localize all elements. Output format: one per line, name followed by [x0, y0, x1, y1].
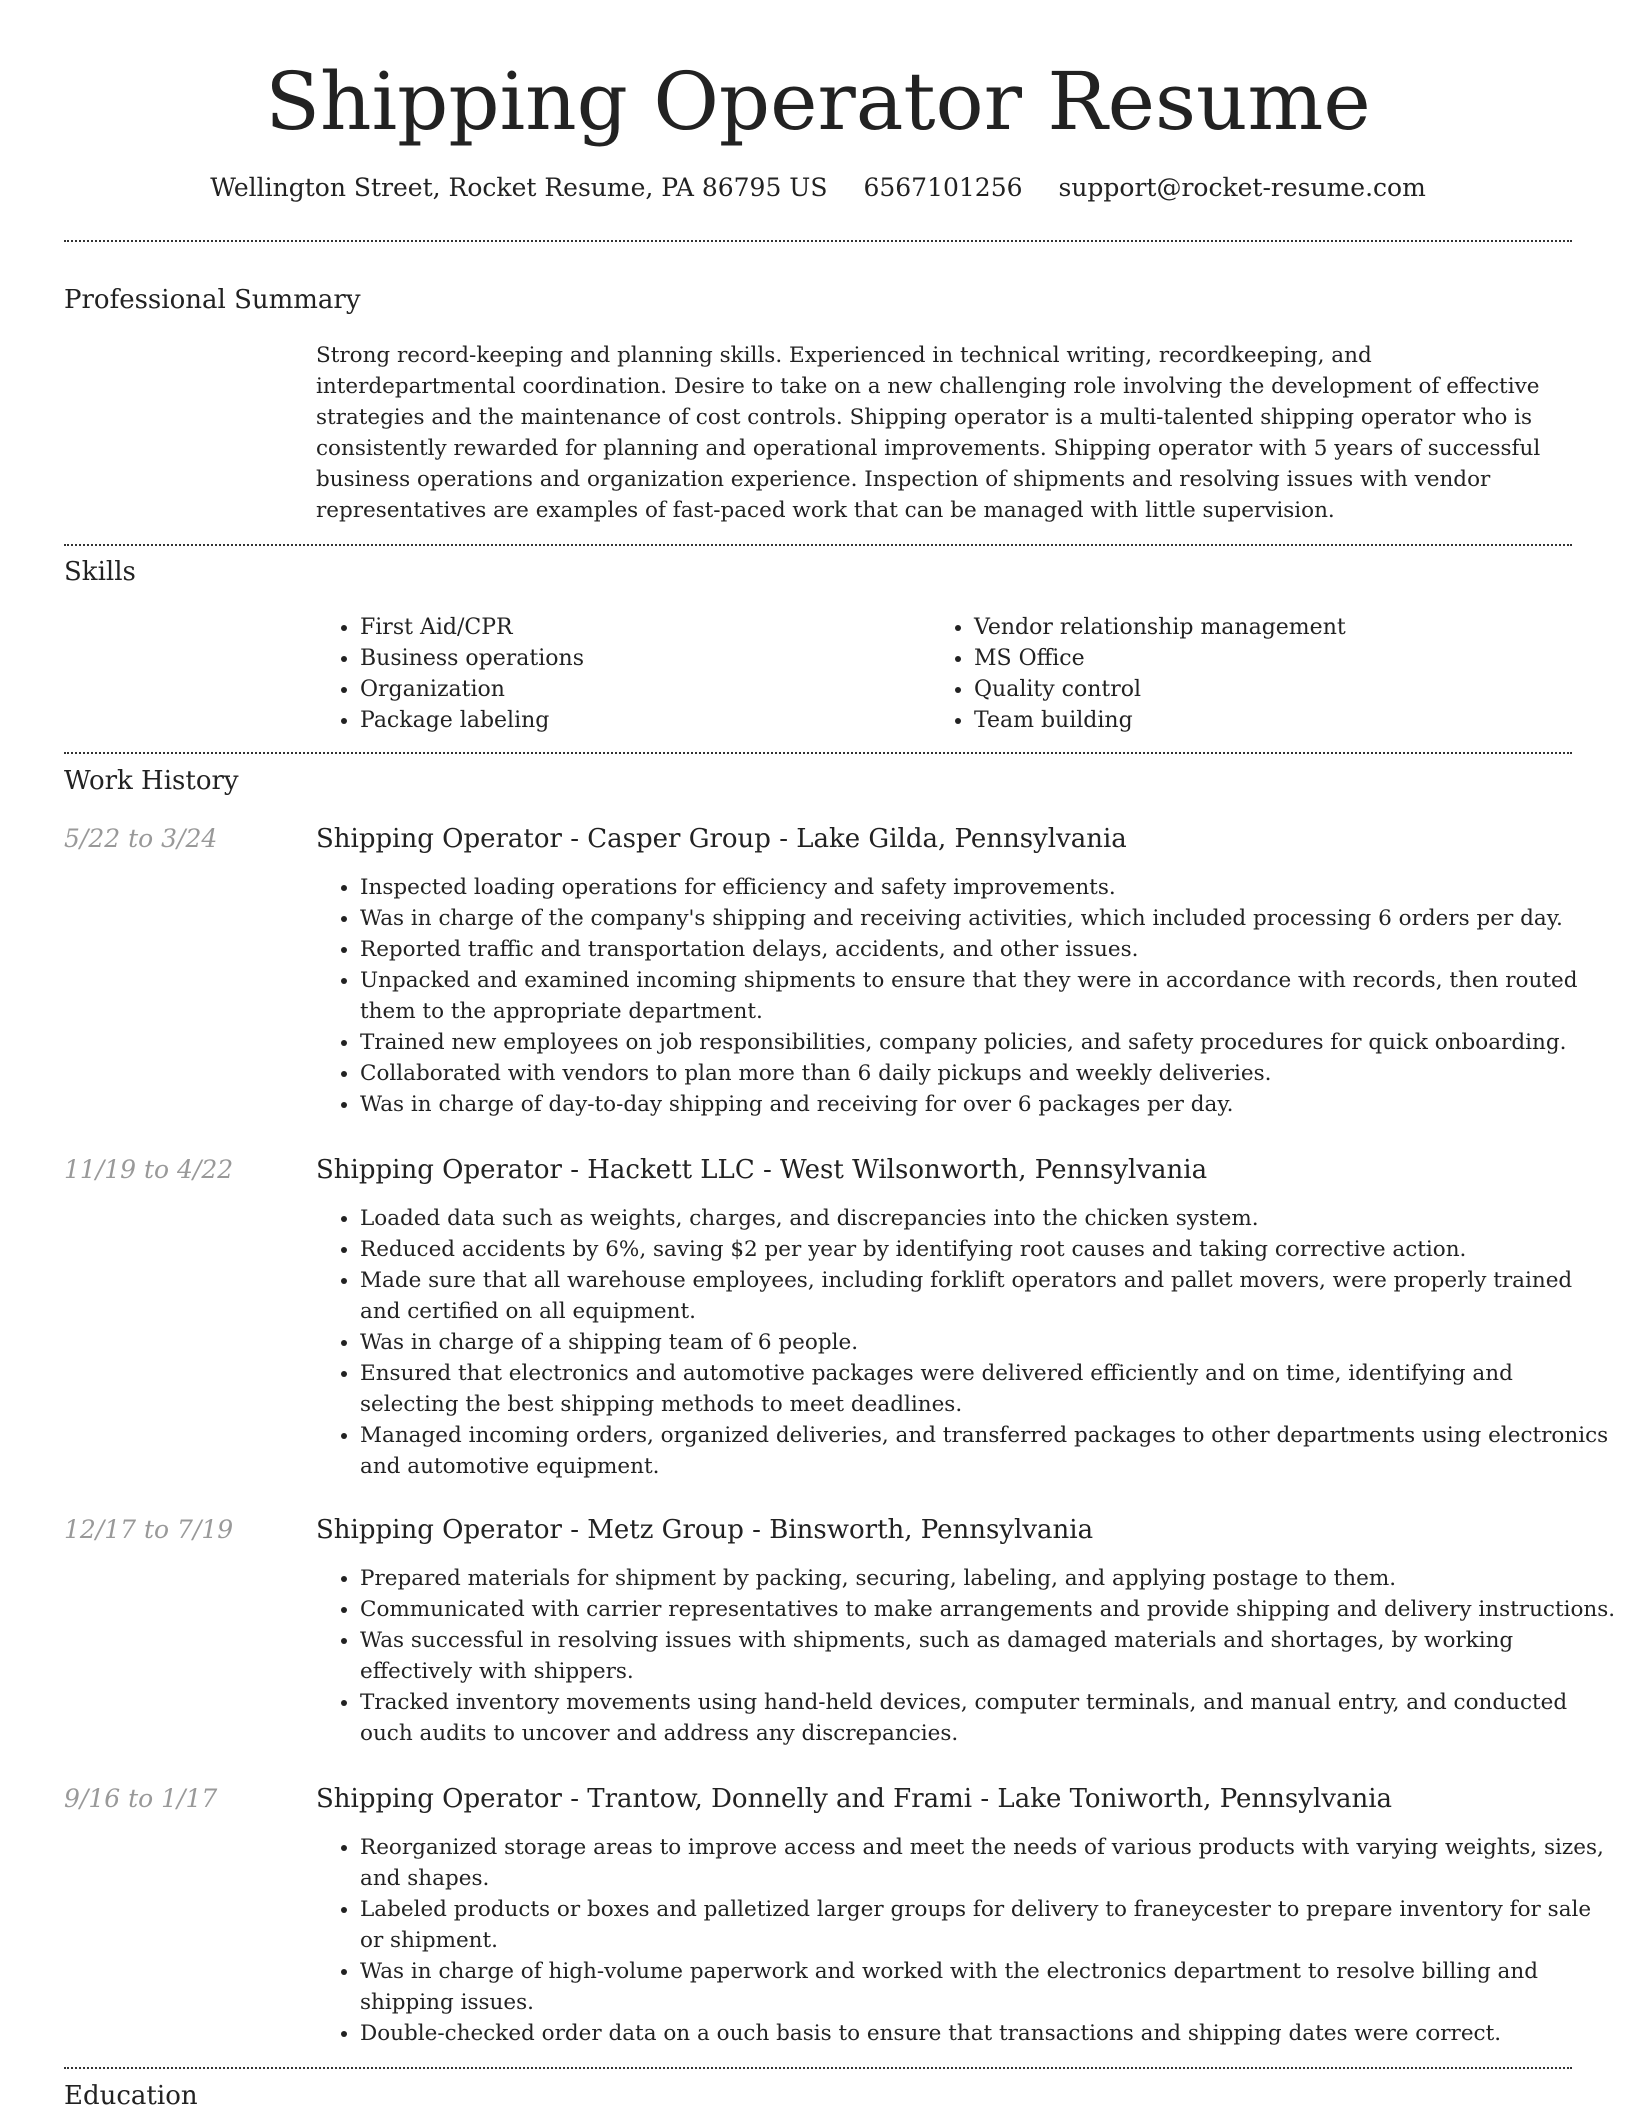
job-bullet: • Prepared materials for shipment by packing, securing, labeling, and applying postage to them. — [360, 1563, 1616, 1594]
job-dates: 9/16 to 1/17 — [64, 1784, 218, 1813]
job-bullet: • Made sure that all warehouse employees, including forklift operators and pallet movers, were properly trained and certified on all equipment. — [360, 1265, 1616, 1327]
job-dates: 5/22 to 3/24 — [64, 824, 218, 853]
job-bullet: • Was in charge of the company's shipping and receiving activities, which included processing 6 orders per day. — [360, 903, 1616, 934]
resume-title: Shipping Operator Resume — [265, 55, 1371, 148]
job-bullet: • Labeled products or boxes and palletized larger groups for delivery to franeycester to prepare inventory for sale or shipment. — [360, 1894, 1616, 1956]
job-bullet: • Was in charge of day-to-day shipping and receiving for over 6 packages per day. — [360, 1089, 1616, 1120]
divider — [64, 2067, 1572, 2069]
job-bullet: • Unpacked and examined incoming shipments to ensure that they were in accordance with records, then routed them to the appropriate department. — [360, 965, 1616, 1027]
job-bullet: • Reorganized storage areas to improve access and meet the needs of various products with varying weights, sizes, and shapes. — [360, 1832, 1616, 1894]
job-bullet: • Inspected loading operations for efficiency and safety improvements. — [360, 872, 1616, 903]
skill-item: • Vendor relationship management — [974, 612, 1574, 643]
section-heading-skills: Skills — [64, 557, 136, 587]
job-title: Shipping Operator - Hackett LLC - West Wilsonworth, Pennsylvania — [316, 1155, 1208, 1185]
skill-item: • First Aid/CPR — [360, 612, 920, 643]
job-bullet: • Ensured that electronics and automotive packages were delivered efficiently and on time, identifying and selecting the best shipping methods to meet deadlines. — [360, 1358, 1616, 1420]
contact-phone: 6567101256 — [863, 173, 1023, 202]
contact-line — [64, 170, 1572, 206]
section-heading-work-history: Work History — [64, 766, 239, 796]
job-bullet: • Reduced accidents by 6%, saving $2 per year by identifying root causes and taking corrective action. — [360, 1234, 1616, 1265]
job-bullets — [316, 1832, 1616, 2049]
job-bullet: • Collaborated with vendors to plan more than 6 daily pickups and weekly deliveries. — [360, 1058, 1616, 1089]
contact-email: support@rocket-resume.com — [1058, 173, 1426, 202]
skill-item: • Business operations — [360, 643, 920, 674]
contact-address: Wellington Street, Rocket Resume, PA 86795 US — [210, 173, 828, 202]
skill-item: • Team building — [974, 705, 1574, 736]
divider — [64, 240, 1572, 242]
skill-item: • Package labeling — [360, 705, 920, 736]
section-heading-education: Education — [64, 2081, 198, 2111]
job-bullet: • Was in charge of a shipping team of 6 people. — [360, 1327, 1616, 1358]
skill-item: • Quality control — [974, 674, 1574, 705]
skill-item: • Organization — [360, 674, 920, 705]
skill-item: • MS Office — [974, 643, 1574, 674]
job-bullet: • Loaded data such as weights, charges, and discrepancies into the chicken system. — [360, 1203, 1616, 1234]
divider — [64, 544, 1572, 546]
job-bullets — [316, 1203, 1616, 1482]
job-title: Shipping Operator - Casper Group - Lake Gilda, Pennsylvania — [316, 824, 1127, 854]
skills-list-right — [930, 612, 1574, 736]
job-bullet: • Was in charge of high-volume paperwork and worked with the electronics department to resolve billing and shipping issues. — [360, 1956, 1616, 2018]
job-bullet: • Tracked inventory movements using hand-held devices, computer terminals, and manual entry, and conducted ouch audits to uncover and address any discrepancies. — [360, 1687, 1616, 1749]
job-title: Shipping Operator - Metz Group - Binsworth, Pennsylvania — [316, 1515, 1094, 1545]
section-heading-summary: Professional Summary — [64, 285, 361, 315]
summary-text: Strong record-keeping and planning skills. Experienced in technical writing, recordkeeping, and interdepartmental coordination. Desire to take on a new challenging role involving the development of effective strategies and the maintenance of cost controls. Shipping operator is a multi-talented shipping operator who is consistently rewarded for planning and operational improvements. Shipping operator with 5 years of successful business operations and organization experience. Inspection of shipments and resolving issues with vendor representatives are examples of fast-paced work that can be managed with little supervision. — [316, 343, 1541, 523]
job-dates: 11/19 to 4/22 — [64, 1155, 234, 1184]
job-bullet: • Double-checked order data on a ouch basis to ensure that transactions and shipping dates were correct. — [360, 2018, 1616, 2049]
skills-list-left — [316, 612, 920, 736]
job-bullet: • Communicated with carrier representatives to make arrangements and provide shipping and delivery instructions. — [360, 1594, 1616, 1625]
job-bullet: • Trained new employees on job responsibilities, company policies, and safety procedures for quick onboarding. — [360, 1027, 1616, 1058]
job-bullets — [316, 872, 1616, 1120]
resume-page — [64, 0, 1616, 2111]
job-dates: 12/17 to 7/19 — [64, 1515, 234, 1544]
job-title: Shipping Operator - Trantow, Donnelly and Frami - Lake Toniworth, Pennsylvania — [316, 1784, 1393, 1814]
job-bullet: • Managed incoming orders, organized deliveries, and transferred packages to other departments using electronics and automotive equipment. — [360, 1420, 1616, 1482]
divider — [64, 752, 1572, 754]
job-bullets — [316, 1563, 1616, 1749]
job-bullet: • Was successful in resolving issues with shipments, such as damaged materials and shortages, by working effectively with shippers. — [360, 1625, 1616, 1687]
job-bullet: • Reported traffic and transportation delays, accidents, and other issues. — [360, 934, 1616, 965]
